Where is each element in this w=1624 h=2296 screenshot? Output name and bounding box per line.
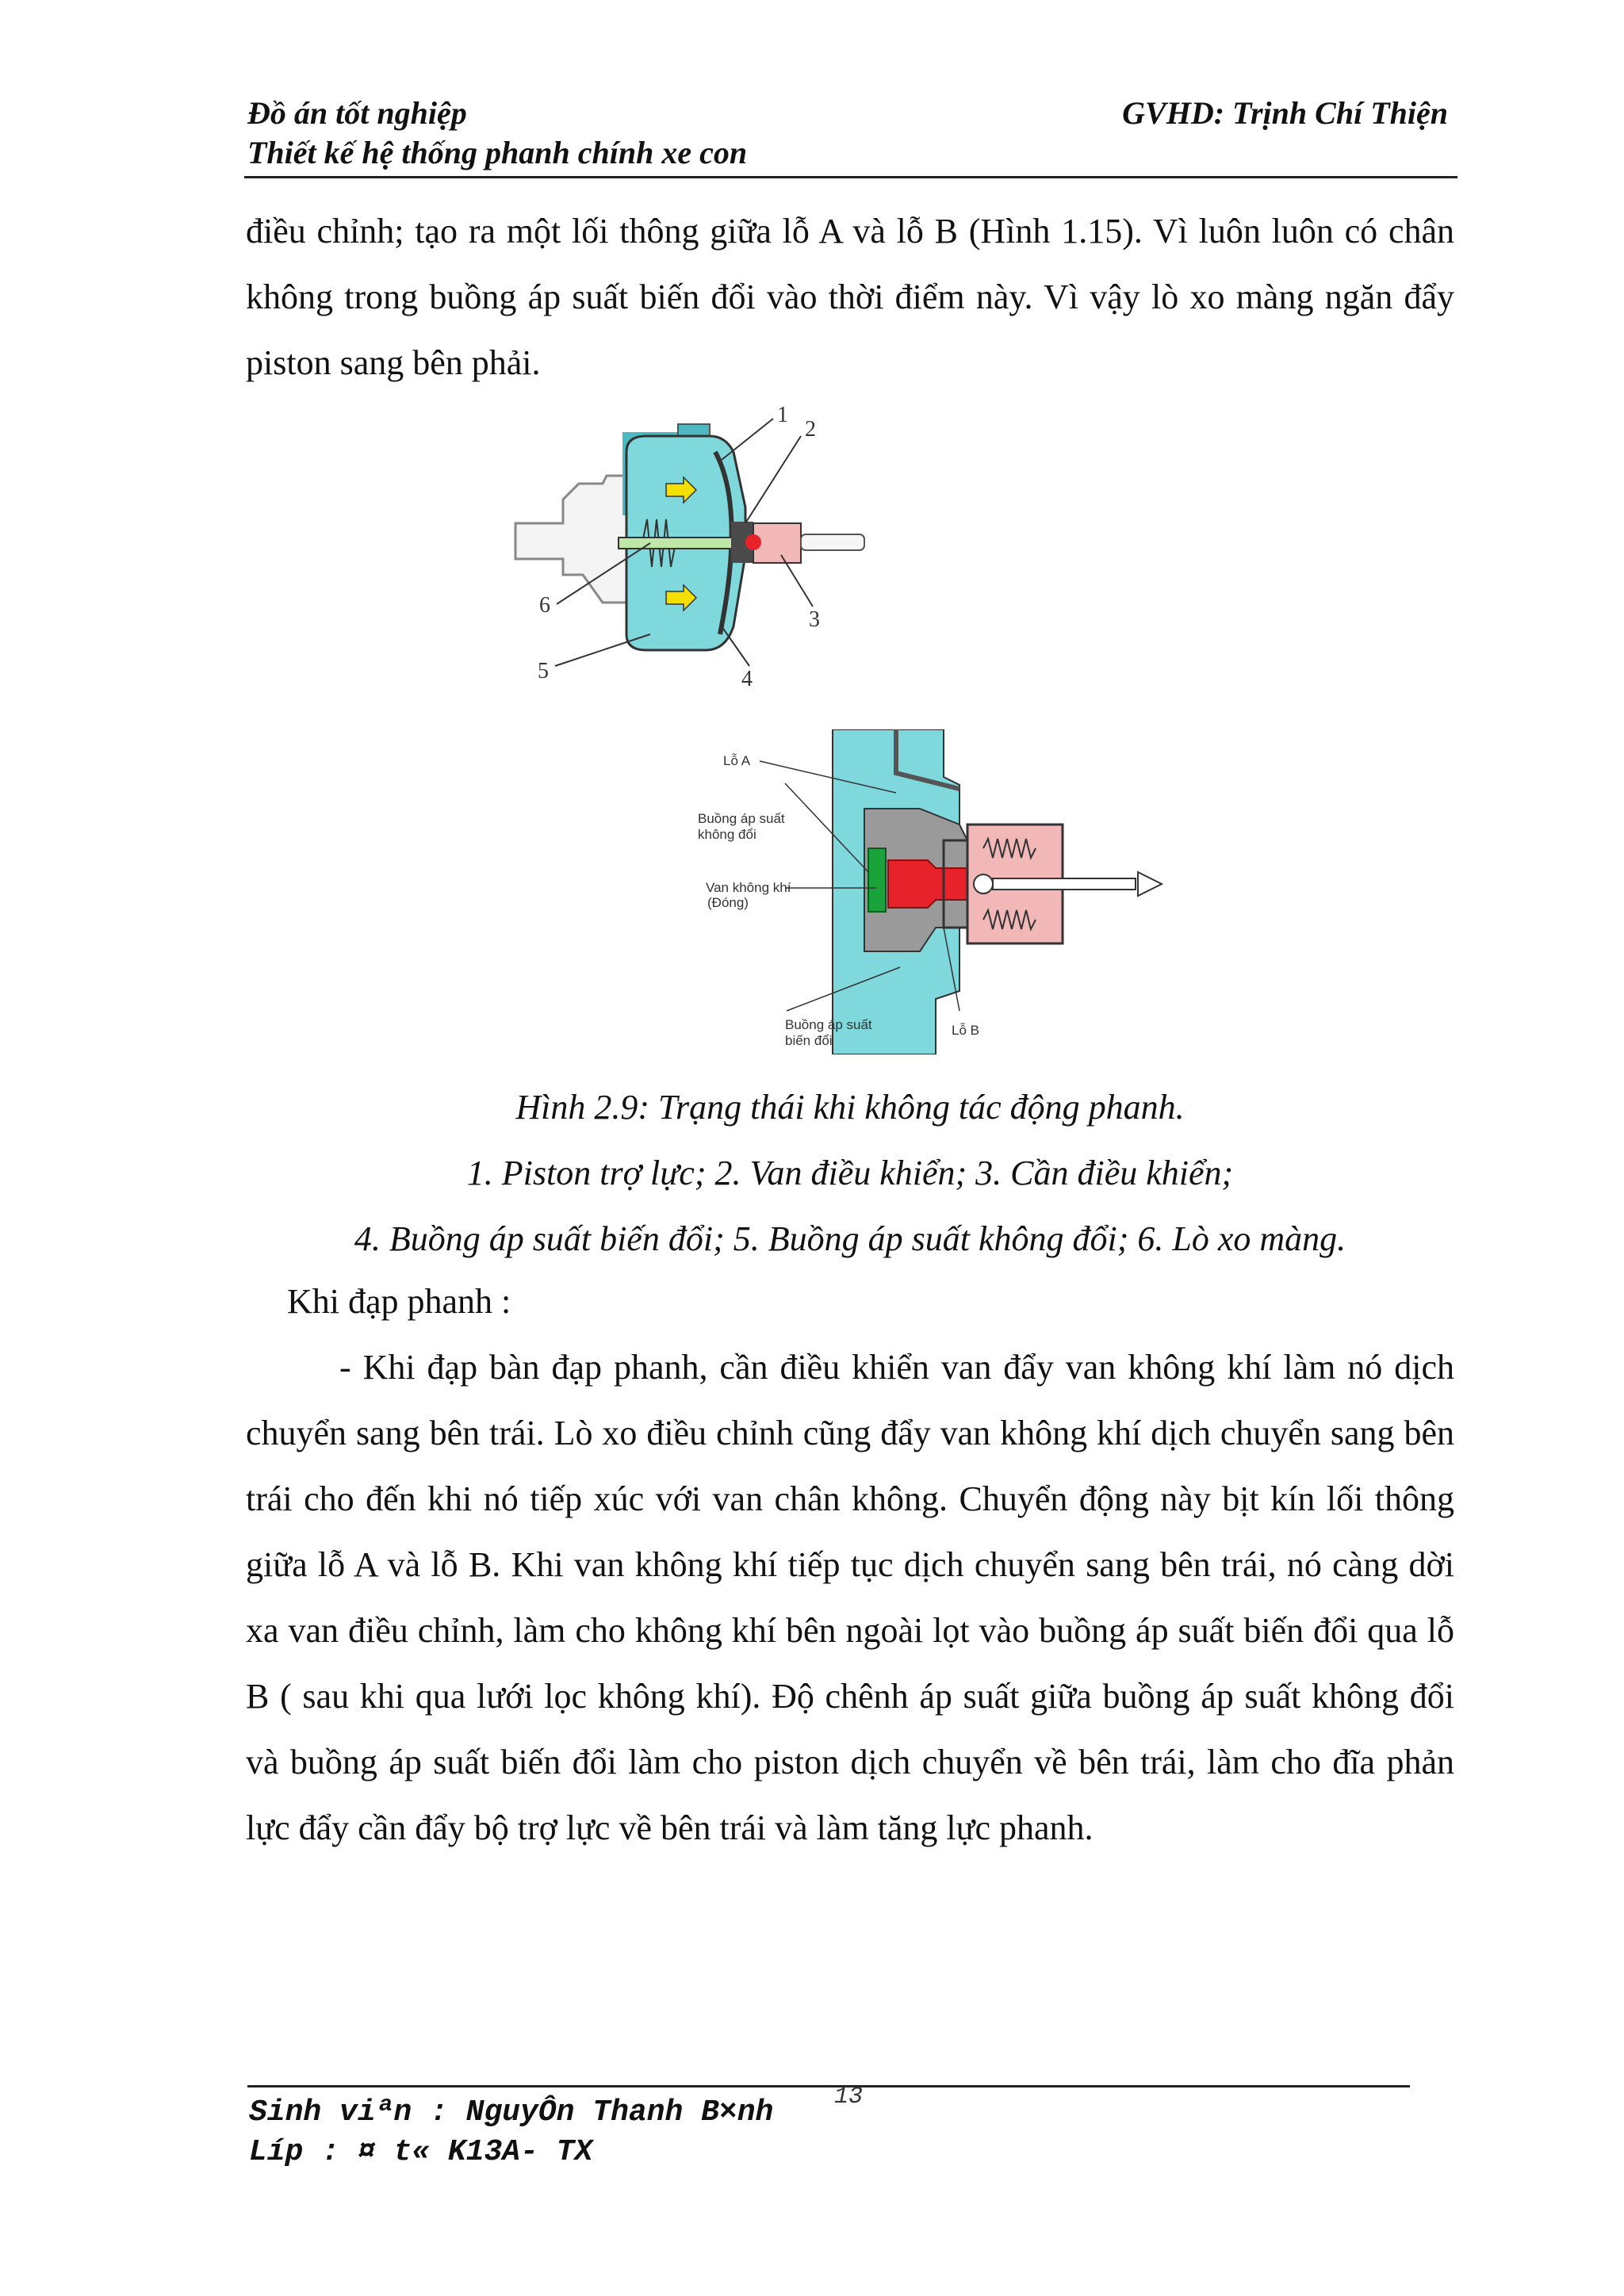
footer-divider — [247, 2085, 1410, 2087]
page-footer — [249, 2093, 773, 2172]
label-lo-a: Lỗ A — [723, 753, 751, 768]
callout-5: 5 — [538, 659, 549, 683]
figure-valve-detail — [698, 729, 1189, 1054]
subheading-khi-dap-phanh: Khi đạp phanh : — [287, 1282, 511, 1321]
label-buong-bien-doi-2: biến đổi — [785, 1033, 833, 1048]
header-advisor: GVHD: Trịnh Chí Thiện — [1122, 95, 1448, 131]
main-paragraph: - Khi đạp bàn đạp phanh, cần điều khiển van đẩy van không khí làm nó dịch chuyển sang bên trái. Lò xo điều chỉnh cũng đẩy van không khí dịch chuyển sang bên trái cho đến khi nó tiếp xúc với van chân không. Chuyển động này bịt kín lối thông giữa lỗ A và lỗ B. Khi van không khí tiếp tục dịch chuyển sang bên trái, nó càng dời xa van điều chỉnh, làm cho không khí bên ngoài lọt vào buồng áp suất biến đổi qua lỗ B ( sau khi qua lưới lọc không khí). Độ chênh áp suất giữa buồng áp suất không đổi và buồng áp suất biến đổi làm cho piston dịch chuyển về bên trái, làm cho đĩa phản lực đẩy cần đẩy bộ trợ lực về bên trái và làm tăng lực phanh. — [246, 1348, 1454, 1847]
footer-student: Sinh viªn : NguyÔn Thanh B×nh — [249, 2095, 774, 2130]
header-doc-type: Đồ án tốt nghiệp — [247, 95, 467, 131]
callout-3: 3 — [809, 607, 820, 632]
callout-6: 6 — [539, 593, 550, 618]
label-van-khong-khi-1: Van không khí — [706, 880, 791, 895]
figure-caption-title: Hình 2.9: Trạng thái khi không tác động phanh. — [515, 1088, 1185, 1127]
callout-4: 4 — [741, 667, 753, 691]
label-lo-b: Lỗ B — [952, 1023, 979, 1038]
header-divider — [244, 176, 1457, 178]
footer-class: Líp : ¤ t« K13A- TX — [249, 2135, 593, 2169]
main-section — [246, 1269, 1454, 1861]
page-number: 13 — [834, 2084, 864, 2110]
figure-caption-legend-2: 4. Buồng áp suất biến đổi; 5. Buồng áp suất không đổi; 6. Lò xo màng. — [354, 1219, 1346, 1258]
header-doc-title: Thiết kế hệ thống phanh chính xe con — [247, 135, 748, 170]
label-buong-bien-doi-1: Buồng áp suất — [785, 1017, 872, 1032]
intro-paragraph — [246, 198, 1454, 396]
figure-booster-schematic — [508, 404, 872, 698]
page-header — [247, 94, 1454, 173]
label-van-khong-khi-2: (Đóng) — [707, 895, 749, 910]
callout-2: 2 — [805, 417, 816, 442]
intro-text: điều chỉnh; tạo ra một lối thông giữa lỗ A và lỗ B (Hình 1.15). Vì luôn luôn có chân không trong buồng áp suất biến đổi vào thời điểm này. Vì vậy lò xo màng ngăn đẩy piston sang bên phải. — [246, 212, 1454, 382]
callout-1: 1 — [777, 404, 788, 427]
label-buong-khong-doi-2: không đổi — [698, 827, 756, 842]
figure-caption-legend-1: 1. Piston trợ lực; 2. Van điều khiển; 3. Cần điều khiển; — [466, 1154, 1234, 1192]
label-buong-khong-doi-1: Buồng áp suất — [698, 811, 785, 826]
